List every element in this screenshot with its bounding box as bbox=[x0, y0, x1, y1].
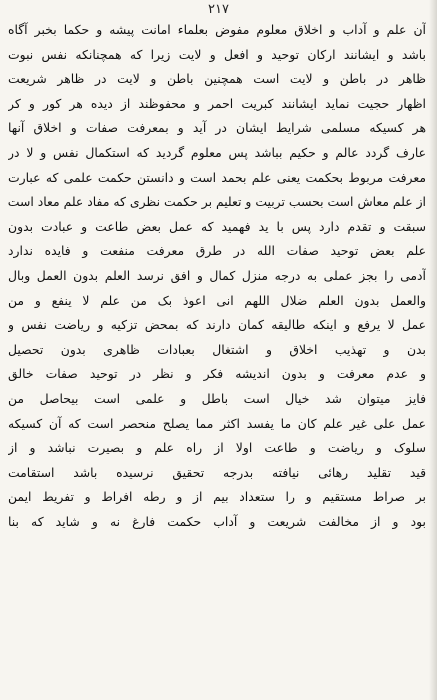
text-line: عارف گردد عالم و حکیم بباشد پس معلوم گردید که استکمال نفس و لا در bbox=[8, 144, 426, 160]
text-line: علم بعض توحید صفات الله در طرق معرفت منفعت و فایده ندارد bbox=[8, 243, 426, 259]
page-edge-shadow bbox=[429, 0, 437, 700]
text-line: قید تقلید رهائی نیافته بدرجه تحقیق نرسیده باشد استقامت bbox=[8, 464, 426, 480]
text-line: بر صراط مستقیم و را ستعداد بیم از و رطه افراط و تفریط ایمن bbox=[8, 489, 426, 505]
page-number: ٢١٧ bbox=[208, 2, 229, 17]
text-line: عمل علی غیر علم کان ما یفسد اکثر مما یصلح منحصر است که آن کسیکه bbox=[8, 415, 426, 431]
text-line: باشد و ایشانند ارکان توحید و افعل و لایت زیرا که همچنانکه نفس نبوت bbox=[8, 46, 426, 62]
text-line: بدن و تهذیب اخلاق و اشتغال بعبادات ظاهری بدون تحصیل bbox=[8, 341, 426, 357]
text-line: آدمی را بجز عملی به درجه منزل کمال و افق نرسد العلم بدون العمل وبال bbox=[8, 267, 426, 283]
text-line: معرفت مربوط بحکمت یعنی علم بحمد است و دانستن حکمت علمی که عبارت bbox=[8, 169, 426, 185]
text-line: ظاهر در باطن و لایت است همچنین باطن و لایت در ظاهر شریعت bbox=[8, 71, 426, 87]
text-line: و عدم معرفت و بدون اندیشه فکر و نظر در توحید صفات خالق bbox=[8, 366, 426, 382]
manuscript-text-block bbox=[8, 18, 426, 534]
text-line: والعمل بدون العلم ضلال اللهم انی اعوذ بک من علم لا ینفع و من bbox=[8, 292, 426, 308]
text-line: از علم معاش است بحسب تربیت و تعلیم بر حکمت نظری که مفاد علم معاد است bbox=[8, 194, 426, 210]
text-line: فایز میتوان شد خیال است باطل و علمی است بیحاصل من bbox=[8, 390, 426, 406]
text-line: بود و از مخالفت شریعت و آداب حکمت فارغ نه و شاید که بنا bbox=[8, 513, 426, 529]
text-line: هر کسیکه مسلمی شرایط ایشان در آید و بمعرفت صفات و اخلاق آنها bbox=[8, 120, 426, 136]
text-line: اظهار حجیت نماید ایشانند کبریت احمر و محفوظند از دیده هر کور و کر bbox=[8, 95, 426, 111]
text-line: سبقت و تقدم دارد پس با ید فهمید که عمل بعض طاعت و عبادت بدون bbox=[8, 218, 426, 234]
text-line: سلوک و ریاضت و طاعت اولا از راه علم و بصیرت نباشد و از bbox=[8, 440, 426, 456]
text-line: آن علم و آداب و اخلاق معلوم مفوض بعلماء امانت پیشه و حکما بخبر آگاه bbox=[8, 22, 426, 37]
text-line: عمل لا یرفع و اینکه طالیقه کمان دارند که بمحض تزکیه و ریاضت نفس و bbox=[8, 317, 426, 333]
